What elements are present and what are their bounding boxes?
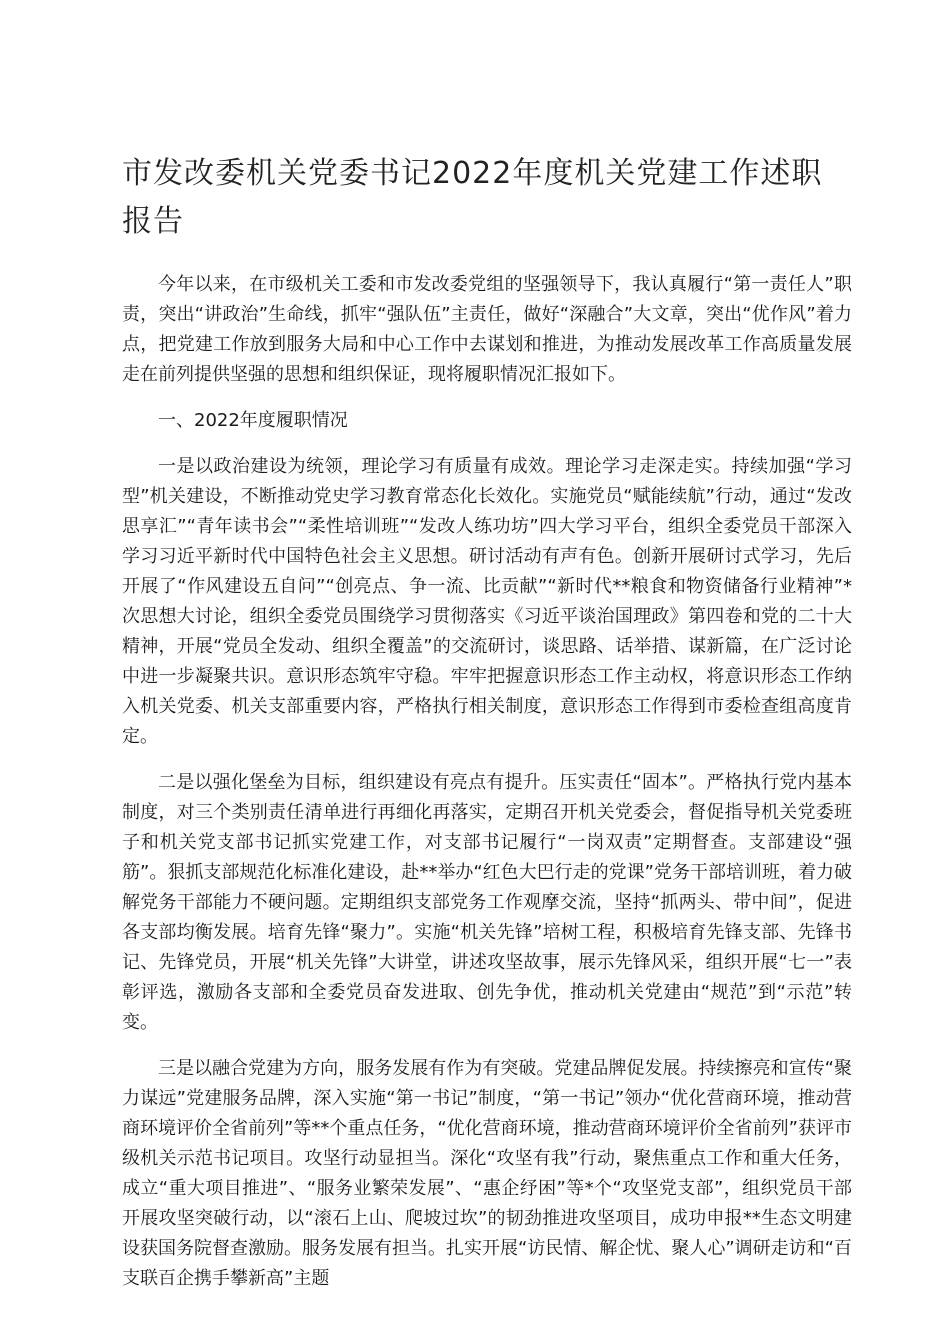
intro-paragraph: 今年以来，在市级机关工委和市发改委党组的坚强领导下，我认真履行“第一责任人”职责，突出“讲政治”生命线，抓牢“强队伍”主责任，做好“深融合”大文章，突出“优作风”着力点，把党建工作放到服务大局和中心工作中去谋划和推进，为推动发展改革工作高质量发展走在前列提供坚强的思想和组织保证，现将履职情况汇报如下。: [122, 274, 852, 385]
document-page: [122, 150, 852, 1310]
section-heading: 一、2022年度履职情况: [158, 410, 348, 431]
document-title: 市发改委机关党委书记2022年度机关党建工作述职报告: [122, 156, 823, 239]
paragraph-integrated-party-building: 三是以融合党建为方向，服务发展有作为有突破。党建品牌促发展。持续擦亮和宣传“聚力谋远”党建服务品牌，深入实施“第一书记”制度，“第一书记”领办“优化营商环境，推动营商环境评价全省前列”等**个重点任务，“优化营商环境，推动营商环境评价全省前列”获评市级机关示范书记项目。攻坚行动显担当。深化“攻坚有我”行动，聚焦重点工作和重大任务，成立“重大项目推进”、“服务业繁荣发展”、“惠企纾困”等*个“攻坚党支部”，组织党员干部开展攻坚突破行动，以“滚石上山、爬坡过坎”的韧劲推进攻坚项目，成功申报**生态文明建设获国务院督查激励。服务发展有担当。扎实开展“访民情、解企忧、聚人心”调研走访和“百支联百企携手攀新高”主题: [122, 1058, 852, 1289]
paragraph-political-building: 一是以政治建设为统领，理论学习有质量有成效。理论学习走深走实。持续加强“学习型”机关建设，不断推动党史学习教育常态化长效化。实施党员“赋能续航”行动，通过“发改思享汇”“青年读书会”“柔性培训班”“发改人练功坊”四大学习平台，组织全委党员干部深入学习习近平新时代中国特色社会主义思想。研讨活动有声有色。创新开展研讨式学习，先后开展了“作风建设五自问”“创亮点、争一流、比贡献”“新时代**粮食和物资储备行业精神”*次思想大讨论，组织全委党员围绕学习贯彻落实《习近平谈治国理政》第四卷和党的二十大精神，开展“党员全发动、组织全覆盖”的交流研讨，谈思路、话举措、谋新篇，在广泛讨论中进一步凝聚共识。意识形态筑牢守稳。牢牢把握意识形态工作主动权，将意识形态工作纳入机关党委、机关支部重要内容，严格执行相关制度，意识形态工作得到市委检查组高度肯定。: [122, 456, 852, 747]
paragraph-organization-building: 二是以强化堡垒为目标，组织建设有亮点有提升。压实责任“固本”。严格执行党内基本制度，对三个类别责任清单进行再细化再落实，定期召开机关党委会，督促指导机关党委班子和机关党支部书记抓实党建工作，对支部书记履行“一岗双责”定期督查。支部建设“强筋”。狠抓支部规范化标准化建设，赴**举办“红色大巴行走的党课”党务干部培训班，着力破解党务干部能力不硬问题。定期组织支部党务工作观摩交流，坚持“抓两头、带中间”，促进各支部均衡发展。培育先锋“聚力”。实施“机关先锋”培树工程，积极培育先锋支部、先锋书记、先锋党员，开展“机关先锋”大讲堂，讲述攻坚故事，展示先锋风采，组织开展“七一”表彰评选，激励各支部和全委党员奋发进取、创先争优，推动机关党建由“规范”到“示范”转变。: [122, 772, 852, 1033]
